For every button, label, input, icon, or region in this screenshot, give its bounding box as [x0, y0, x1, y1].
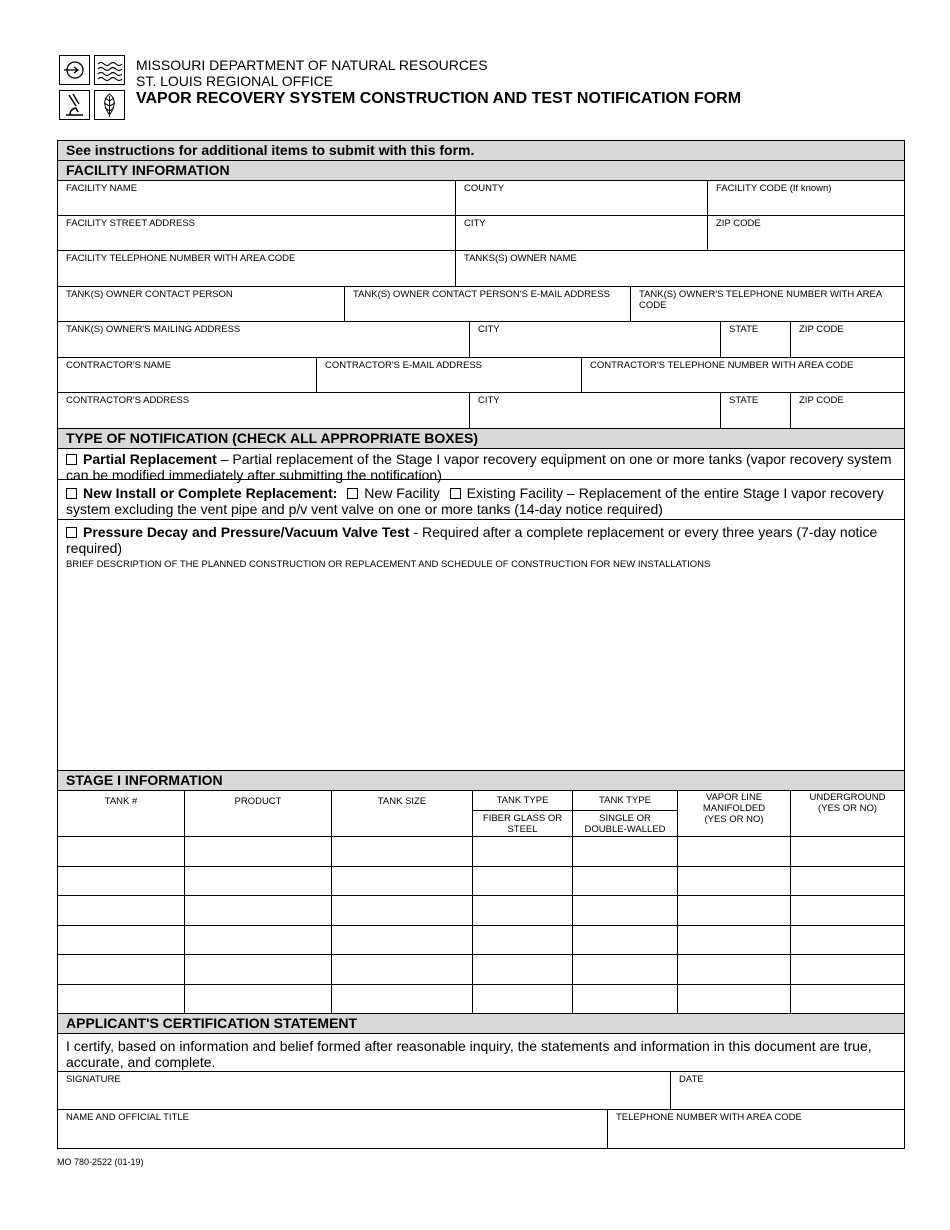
table-cell[interactable]: [678, 867, 791, 896]
table-row: [58, 867, 904, 897]
col-tank-size: TANK SIZE: [332, 791, 473, 836]
table-cell[interactable]: [58, 955, 185, 984]
form-title: VAPOR RECOVERY SYSTEM CONSTRUCTION AND TEST NOTIFICATION FORM: [136, 90, 742, 107]
table-cell[interactable]: [678, 926, 791, 955]
pressure-test-checkbox[interactable]: [66, 527, 77, 538]
table-cell[interactable]: [791, 955, 904, 984]
table-cell[interactable]: [678, 837, 791, 866]
leaf-icon: [94, 90, 125, 120]
instructions-bar: See instructions for additional items to submit with this form.: [58, 141, 904, 161]
table-cell[interactable]: [678, 896, 791, 925]
table-cell[interactable]: [791, 985, 904, 1014]
table-cell[interactable]: [58, 867, 185, 896]
contractor-phone-field[interactable]: CONTRACTOR'S TELEPHONE NUMBER WITH AREA CODE: [590, 360, 854, 371]
table-cell[interactable]: [573, 955, 678, 984]
table-cell[interactable]: [58, 896, 185, 925]
col-tank-number: TANK #: [58, 791, 185, 836]
new-install-checkbox[interactable]: [66, 488, 77, 499]
table-cell[interactable]: [185, 955, 332, 984]
cert-phone-field[interactable]: TELEPHONE NUMBER WITH AREA CODE: [616, 1112, 802, 1123]
facility-section-heading: FACILITY INFORMATION: [58, 161, 904, 181]
owner-mailing-field[interactable]: TANK(S) OWNER'S MAILING ADDRESS: [58, 322, 470, 357]
col-tank-type-material: TANK TYPE FIBER GLASS OR STEEL: [473, 791, 573, 836]
table-cell[interactable]: [473, 837, 573, 866]
sun-icon: [59, 55, 90, 85]
notification-form: [57, 140, 905, 1149]
partial-replacement-option: Partial Replacement – Partial replacement of the Stage I vapor recovery equipment on one or more tanks (vapor recovery system can be modified immediately after submitting the notification): [58, 449, 904, 480]
table-cell[interactable]: [678, 955, 791, 984]
existing-facility-checkbox[interactable]: [450, 488, 461, 499]
table-cell[interactable]: [791, 867, 904, 896]
table-cell[interactable]: [791, 926, 904, 955]
partial-replacement-checkbox[interactable]: [66, 454, 77, 465]
table-cell[interactable]: [185, 985, 332, 1014]
table-cell[interactable]: [58, 926, 185, 955]
owner-state-field[interactable]: STATE: [721, 322, 791, 357]
new-install-option: New Install or Complete Replacement: New Facility Existing Facility – Replacement of the entire Stage I vapor recovery system excluding the vent pipe and p/v vent valve on one or more tanks (14-day notice required): [58, 480, 904, 520]
table-cell[interactable]: [185, 837, 332, 866]
col-underground: UNDERGROUND (YES OR NO): [809, 792, 886, 814]
owner-city-field[interactable]: CITY: [470, 322, 721, 357]
table-cell[interactable]: [473, 926, 573, 955]
contractor-address-field[interactable]: CONTRACTOR'S ADDRESS: [58, 393, 470, 428]
county-field[interactable]: COUNTY: [456, 181, 708, 215]
col-product: PRODUCT: [185, 791, 332, 836]
table-cell[interactable]: [185, 926, 332, 955]
certification-section-heading: APPLICANT'S CERTIFICATION STATEMENT: [58, 1014, 904, 1034]
stage-table-header: [58, 791, 904, 837]
owner-contact-email-field[interactable]: TANK(S) OWNER CONTACT PERSON'S E-MAIL ADDRESS: [345, 287, 631, 321]
table-cell[interactable]: [791, 837, 904, 866]
agency-name: MISSOURI DEPARTMENT OF NATURAL RESOURCES: [136, 57, 488, 73]
date-field[interactable]: DATE: [679, 1074, 704, 1085]
owner-phone-field[interactable]: TANK(S) OWNER'S TELEPHONE NUMBER WITH AREA CODE: [639, 289, 882, 311]
table-cell[interactable]: [473, 867, 573, 896]
facility-name-field[interactable]: FACILITY NAME: [58, 181, 456, 215]
contractor-city-field[interactable]: CITY: [470, 393, 721, 428]
facility-street-field[interactable]: FACILITY STREET ADDRESS: [58, 216, 456, 250]
contractor-zip-field[interactable]: ZIP CODE: [799, 395, 844, 406]
microscope-icon: [59, 90, 90, 120]
facility-zip-field[interactable]: ZIP CODE: [716, 218, 761, 229]
name-title-field[interactable]: NAME AND OFFICIAL TITLE: [58, 1110, 608, 1148]
description-field[interactable]: BRIEF DESCRIPTION OF THE PLANNED CONSTRUCTION OR REPLACEMENT AND SCHEDULE OF CONSTRUCTION FOR NEW INSTALLATIONS: [66, 559, 711, 570]
form-number: MO 780-2522 (01-19): [57, 1157, 144, 1167]
table-cell[interactable]: [473, 955, 573, 984]
table-cell[interactable]: [58, 985, 185, 1014]
table-cell[interactable]: [678, 985, 791, 1014]
table-cell[interactable]: [332, 867, 473, 896]
contractor-email-field[interactable]: CONTRACTOR'S E-MAIL ADDRESS: [317, 358, 582, 392]
office-name: ST. LOUIS REGIONAL OFFICE: [136, 73, 334, 89]
table-cell[interactable]: [332, 985, 473, 1014]
table-cell[interactable]: [332, 955, 473, 984]
table-cell[interactable]: [573, 985, 678, 1014]
table-row: [58, 985, 904, 1015]
owner-zip-field[interactable]: ZIP CODE: [799, 324, 844, 335]
facility-city-field[interactable]: CITY: [456, 216, 708, 250]
table-cell[interactable]: [58, 837, 185, 866]
table-cell[interactable]: [332, 926, 473, 955]
stage-table-body: [58, 837, 904, 1014]
table-row: [58, 896, 904, 926]
table-cell[interactable]: [185, 867, 332, 896]
certification-statement: I certify, based on information and belief formed after reasonable inquiry, the statements and information in this document are true, accurate, and complete.: [58, 1034, 904, 1072]
table-cell[interactable]: [573, 867, 678, 896]
table-cell[interactable]: [473, 985, 573, 1014]
table-cell[interactable]: [473, 896, 573, 925]
table-cell[interactable]: [791, 896, 904, 925]
table-row: [58, 837, 904, 867]
table-row: [58, 955, 904, 985]
new-facility-checkbox[interactable]: [347, 488, 358, 499]
table-cell[interactable]: [573, 837, 678, 866]
contractor-state-field[interactable]: STATE: [721, 393, 791, 428]
col-vapor-line: VAPOR LINE MANIFOLDED (YES OR NO): [678, 791, 791, 836]
owner-name-field[interactable]: TANKS(S) OWNER NAME: [464, 253, 577, 264]
table-cell[interactable]: [332, 896, 473, 925]
table-row: [58, 926, 904, 956]
contractor-name-field[interactable]: CONTRACTOR'S NAME: [58, 358, 317, 392]
dnr-logo: [59, 55, 127, 121]
table-cell[interactable]: [573, 926, 678, 955]
pressure-test-option: Pressure Decay and Pressure/Vacuum Valve Test - Required after a complete replacement or every three years (7-day notice required): [66, 524, 878, 556]
facility-code-field[interactable]: FACILITY CODE (If known): [716, 183, 832, 194]
stage-section-heading: STAGE I INFORMATION: [58, 771, 904, 791]
water-icon: [94, 55, 125, 85]
signature-field[interactable]: SIGNATURE: [58, 1072, 671, 1109]
facility-phone-field[interactable]: FACILITY TELEPHONE NUMBER WITH AREA CODE: [58, 251, 456, 286]
table-cell[interactable]: [185, 896, 332, 925]
col-tank-type-wall: TANK TYPE SINGLE OR DOUBLE-WALLED: [573, 791, 678, 836]
table-cell[interactable]: [573, 896, 678, 925]
owner-contact-field[interactable]: TANK(S) OWNER CONTACT PERSON: [58, 287, 345, 321]
notification-section-heading: TYPE OF NOTIFICATION (CHECK ALL APPROPRIATE BOXES): [58, 429, 904, 449]
table-cell[interactable]: [332, 837, 473, 866]
